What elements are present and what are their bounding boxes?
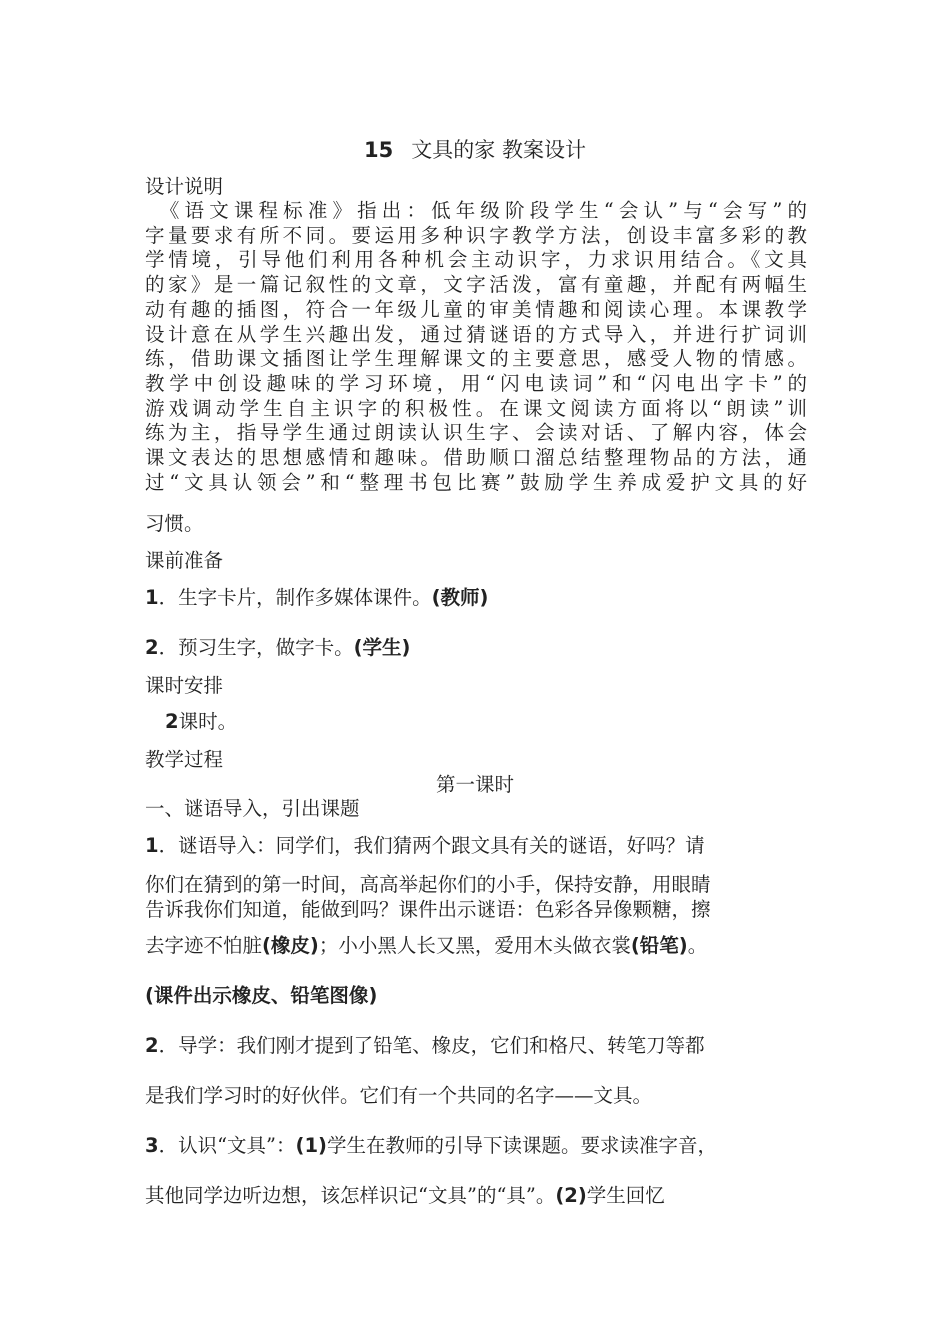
step-1-line-3: 告诉我你们知道，能做到吗？课件出示谜语：色彩各异像颗糖，擦 [145,898,711,921]
schedule-value: 2课时。 [165,710,238,733]
design-note-line: 教学中创设趣味的学习环境，用“闪电读词”和“闪电出字卡”的 [145,371,807,395]
step-2-line-1: 2．导学：我们刚才提到了铅笔、橡皮，它们和格尺、转笔刀等都 [145,1034,705,1057]
step-3-line-2: 其他同学边听边想，该怎样识记“文具”的“具”。(2)学生回忆 [145,1184,665,1207]
design-note-line: 学情境，引导他们利用各种机会主动识字，力求识用结合。《文具 [145,248,807,272]
schedule-heading: 课时安排 [145,674,224,697]
page-title [0,136,950,164]
prep-item-1: 1．生字卡片，制作多媒体课件。(教师) [145,586,489,609]
design-note-line: 的家》是一篇记叙性的文章，文字活泼，富有童趣，并配有两幅生 [145,273,807,297]
design-note-line: 《语文课程标准》指出：低年级阶段学生“会认”与“会写”的 [145,199,807,222]
lesson-subtitle: 第一课时 [435,773,514,796]
step-1-line-1: 1．谜语导入：同学们，我们猜两个跟文具有关的谜语，好吗？请 [145,834,705,857]
step-1-line-4: 去字迹不怕脏(橡皮)；小小黑人长又黑，爱用木头做衣裳(铅笔)。 [145,934,708,957]
design-note-line: 动有趣的插图，符合一年级儿童的审美情趣和阅读心理。本课教学 [145,297,807,321]
step-1-line-2: 你们在猜到的第一时间，高高举起你们的小手，保持安静，用眼睛 [145,873,711,896]
process-heading: 教学过程 [145,748,224,771]
prep-item-2: 2．预习生字，做字卡。(学生) [145,636,411,659]
design-note-line: 字量要求有所不同。要运用多种识字教学方法，创设丰富多彩的教 [145,223,807,247]
prep-heading: 课前准备 [145,549,224,572]
design-note-line: 游戏调动学生自主识字的积极性。在课文阅读方面将以“朗读”训 [145,396,807,420]
design-note-line: 设计意在从学生兴趣出发，通过猜谜语的方式导入，并进行扩词训 [145,322,807,346]
step-1-note: (课件出示橡皮、铅笔图像) [145,984,378,1007]
title-text: 文具的家 教案设计 [411,138,586,162]
design-note-heading: 设计说明 [145,175,224,198]
step-2-line-2: 是我们学习时的好伙伴。它们有一个共同的名字——文具。 [145,1084,653,1107]
design-note-line: 练，借助课文插图让学生理解课文的主要意思，感受人物的情感。 [145,347,807,371]
lesson-number: 15 [364,138,394,162]
step-3-line-1: 3．认识“文具”：(1)学生在教师的引导下读课题。要求读准字音， [145,1134,717,1157]
design-note-line: 练为主，指导学生通过朗读认识生字、会读对话、了解内容，体会 [145,421,807,445]
design-note-line: 过“文具认领会”和“整理书包比赛”鼓励学生养成爱护文具的好 [145,470,807,494]
design-note-line: 课文表达的思想感情和趣味。借助顺口溜总结整理物品的方法，通 [145,446,807,470]
section-heading-1: 一、谜语导入，引出课题 [145,797,360,820]
design-note-paragraph [145,199,807,495]
design-note-last-line: 习惯。 [145,512,204,535]
